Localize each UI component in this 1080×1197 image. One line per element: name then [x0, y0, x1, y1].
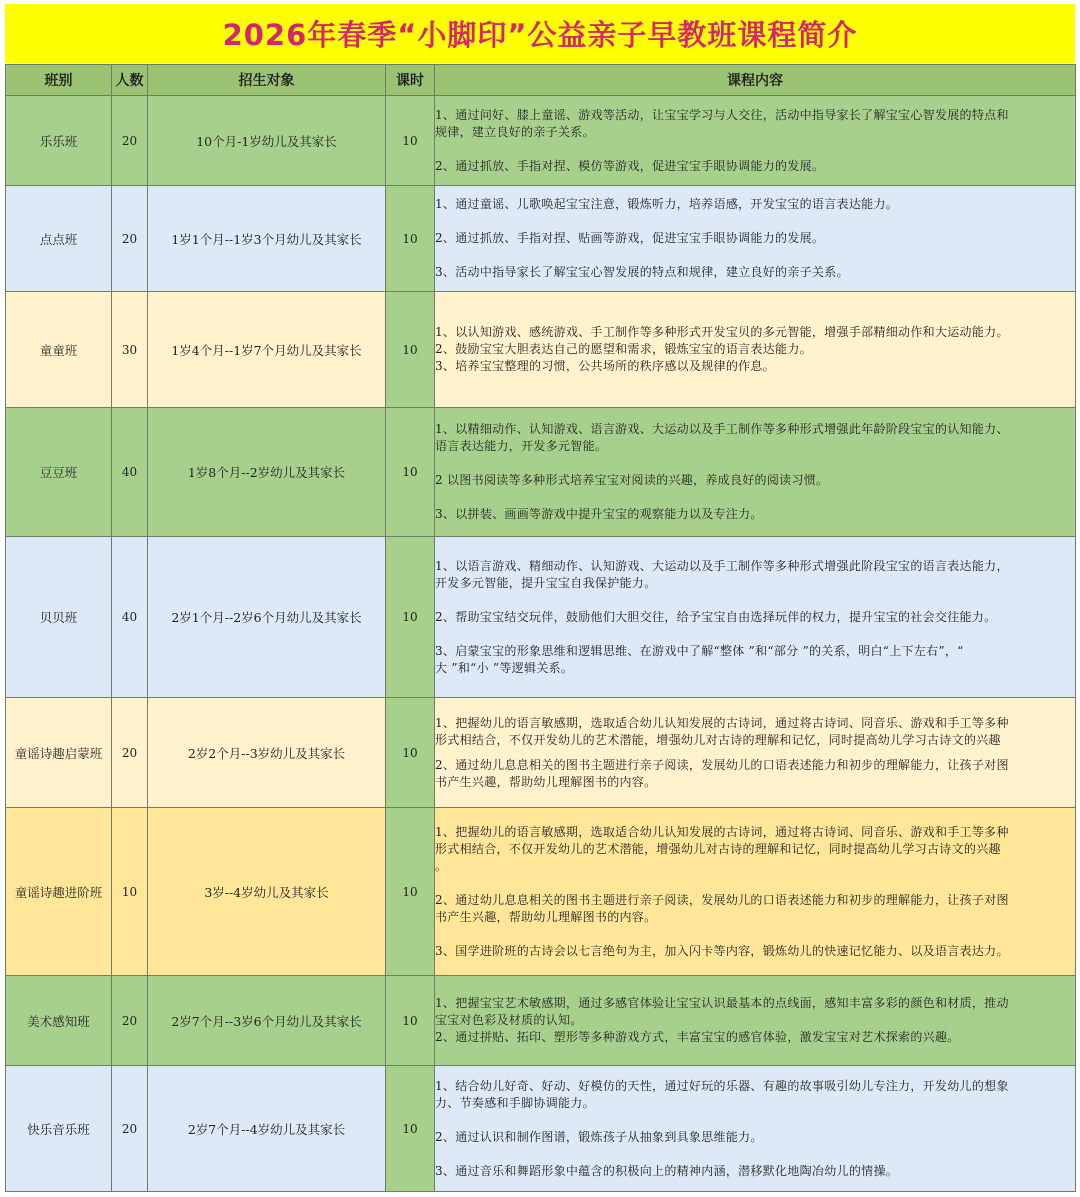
class-name-cell: 乐乐班 — [6, 96, 112, 186]
class-name-cell: 童谣诗趣进阶班 — [6, 808, 112, 976]
class-name-cell: 豆豆班 — [6, 408, 112, 537]
content-line: 2、通过抓放、手指对捏、贴画等游戏，促进宝宝手眼协调能力的发展。 — [435, 231, 825, 245]
content-line: 1、以精细动作、认知游戏、语言游戏、大运动以及手工制作等多种形式增强此年龄阶段宝宝的认知能力、 — [435, 422, 1009, 436]
content-cell — [435, 808, 1076, 976]
content-line: 2、通过幼儿息息相关的图书主题进行亲子阅读，发展幼儿的口语表述能力和初步的理解能力，让孩子对图 — [435, 892, 1009, 907]
table-row — [6, 537, 1076, 698]
class-name-cell: 童童班 — [6, 292, 112, 408]
content-line: 2、鼓励宝宝大胆表达自己的愿望和需求，锻炼宝宝的语言表达能力。 — [435, 342, 812, 356]
content-line: 2、通过幼儿息息相关的图书主题进行亲子阅读，发展幼儿的口语表述能力和初步的理解能力，让孩子对图 — [435, 757, 1009, 772]
class-name-cell: 美术感知班 — [6, 976, 112, 1066]
table-header-row — [6, 65, 1076, 96]
table-row — [6, 186, 1076, 292]
hours-cell: 10 — [386, 698, 435, 808]
content-line: 2、通过拼贴、拓印、塑形等多种游戏方式，丰富宝宝的感官体验，激发宝宝对艺术探索的兴趣。 — [435, 1030, 960, 1044]
count-cell: 20 — [112, 1066, 148, 1192]
target-cell: 1岁1个月--1岁3个月幼儿及其家长 — [148, 186, 386, 292]
target-cell: 1岁8个月--2岁幼儿及其家长 — [148, 408, 386, 537]
content-line: 1、结合幼儿好奇、好动、好模仿的天性，通过好玩的乐器、有趣的故事吸引幼儿专注力，开发幼儿的想象 — [435, 1078, 1009, 1093]
count-cell: 20 — [112, 976, 148, 1066]
content-line: 形式相结合，不仅开发幼儿的艺术潜能，增强幼儿对古诗的理解和记忆，同时提高幼儿学习古诗文的兴趣 — [435, 841, 1001, 856]
hours-cell: 10 — [386, 808, 435, 976]
content-cell — [435, 186, 1076, 292]
hours-cell: 10 — [386, 408, 435, 537]
content-line: 语言表达能力，开发多元智能。 — [435, 439, 608, 453]
content-line: 力、节奏感和手脚协调能力。 — [435, 1095, 595, 1110]
content-line: 2、通过抓放、手指对捏、模仿等游戏，促进宝宝手眼协调能力的发展。 — [435, 158, 825, 173]
content-line: 书产生兴趣，帮助幼儿理解图书的内容。 — [435, 909, 657, 924]
content-line: 1、把握幼儿的语言敏感期，选取适合幼儿认知发展的古诗词，通过将古诗词、同音乐、游戏和手工等多种 — [435, 715, 1009, 730]
content-line: 规律，建立良好的亲子关系。 — [435, 124, 595, 139]
hours-cell: 10 — [386, 186, 435, 292]
count-cell: 10 — [112, 808, 148, 976]
content-cell — [435, 292, 1076, 408]
target-cell: 1岁4个月--1岁7个月幼儿及其家长 — [148, 292, 386, 408]
target-cell: 10个月-1岁幼儿及其家长 — [148, 96, 386, 186]
table-row — [6, 976, 1076, 1066]
content-line: 3、启蒙宝宝的形象思维和逻辑思维、在游戏中了解“整体 ”和“部分 ”的关系，明白“上下左右”，“ — [435, 643, 964, 658]
count-cell: 20 — [112, 698, 148, 808]
header-hours: 课时 — [386, 65, 435, 96]
content-cell — [435, 976, 1076, 1066]
hours-cell: 10 — [386, 976, 435, 1066]
content-cell — [435, 96, 1076, 186]
hours-cell: 10 — [386, 96, 435, 186]
content-line: 宝宝对色彩及材质的认知。 — [435, 1013, 583, 1027]
content-line: 1、通过问好、膝上童谣、游戏等活动，让宝宝学习与人交往，活动中指导家长了解宝宝心智发展的特点和 — [435, 107, 1009, 122]
table-row — [6, 408, 1076, 537]
content-cell — [435, 408, 1076, 537]
table-row — [6, 96, 1076, 186]
table-row — [6, 292, 1076, 408]
header-content: 课程内容 — [435, 65, 1076, 96]
content-cell — [435, 1066, 1076, 1192]
table-row — [6, 1066, 1076, 1192]
content-line: 2 以图书阅读等多种形式培养宝宝对阅读的兴趣，养成良好的阅读习惯。 — [435, 473, 829, 487]
content-line: 1、以认知游戏、感统游戏、手工制作等多种形式开发宝贝的多元智能，增强手部精细动作和大运动能力。 — [435, 325, 1009, 339]
target-cell: 2岁7个月--3岁6个月幼儿及其家长 — [148, 976, 386, 1066]
header-count: 人数 — [112, 65, 148, 96]
content-line: 3、活动中指导家长了解宝宝心智发展的特点和规律，建立良好的亲子关系。 — [435, 265, 849, 279]
target-cell: 3岁--4岁幼儿及其家长 — [148, 808, 386, 976]
hours-cell: 10 — [386, 292, 435, 408]
class-name-cell: 贝贝班 — [6, 537, 112, 698]
content-line: 1、把握幼儿的语言敏感期，选取适合幼儿认知发展的古诗词，通过将古诗词、同音乐、游戏和手工等多种 — [435, 824, 1009, 839]
count-cell: 30 — [112, 292, 148, 408]
table-row — [6, 698, 1076, 808]
content-line: 1、通过童谣、儿歌唤起宝宝注意，锻炼听力，培养语感，开发宝宝的语言表达能力。 — [435, 197, 899, 211]
header-target: 招生对象 — [148, 65, 386, 96]
count-cell: 20 — [112, 96, 148, 186]
title-banner — [5, 4, 1075, 63]
content-line: 2、帮助宝宝结交玩伴，鼓励他们大胆交往，给予宝宝自由选择玩伴的权力，提升宝宝的社会交往能力。 — [435, 609, 997, 624]
content-line: 3、以拼装、画画等游戏中提升宝宝的观察能力以及专注力。 — [435, 507, 763, 521]
content-line: 2、通过认识和制作图谱，锻炼孩子从抽象到具象思维能力。 — [435, 1129, 763, 1144]
target-cell: 2岁2个月--3岁幼儿及其家长 — [148, 698, 386, 808]
page-title: 2026年春季“小脚印”公益亲子早教班课程简介 — [222, 18, 858, 52]
count-cell: 40 — [112, 537, 148, 698]
content-line: 。 — [435, 858, 448, 873]
hours-cell: 10 — [386, 1066, 435, 1192]
target-cell: 2岁7个月--4岁幼儿及其家长 — [148, 1066, 386, 1192]
content-cell — [435, 698, 1076, 808]
content-cell — [435, 537, 1076, 698]
table-row — [6, 808, 1076, 976]
class-name-cell: 快乐音乐班 — [6, 1066, 112, 1192]
content-line: 书产生兴趣，帮助幼儿理解图书的内容。 — [435, 774, 657, 789]
count-cell: 20 — [112, 186, 148, 292]
content-line: 3、通过音乐和舞蹈形象中蕴含的积极向上的精神内涵，潜移默化地陶冶幼儿的情操。 — [435, 1163, 899, 1178]
content-line: 开发多元智能，提升宝宝自我保护能力。 — [435, 575, 657, 590]
header-class: 班别 — [6, 65, 112, 96]
count-cell: 40 — [112, 408, 148, 537]
class-name-cell: 点点班 — [6, 186, 112, 292]
content-line: 1、以语言游戏、精细动作、认知游戏、大运动以及手工制作等多种形式增强此阶段宝宝的语言表达能力， — [435, 558, 1009, 573]
hours-cell: 10 — [386, 537, 435, 698]
target-cell: 2岁1个月--2岁6个月幼儿及其家长 — [148, 537, 386, 698]
course-table — [5, 64, 1076, 1192]
content-line: 1、把握宝宝艺术敏感期，通过多感官体验让宝宝认识最基本的点线面，感知丰富多彩的颜色和材质，推动 — [435, 996, 1009, 1010]
content-line: 3、国学进阶班的古诗会以七言绝句为主，加入闪卡等内容，锻炼幼儿的快速记忆能力、以及语言表达力。 — [435, 943, 1009, 958]
class-name-cell: 童谣诗趣启蒙班 — [6, 698, 112, 808]
content-line: 形式相结合，不仅开发幼儿的艺术潜能，增强幼儿对古诗的理解和记忆，同时提高幼儿学习古诗文的兴趣 — [435, 732, 1001, 747]
content-line: 3、培养宝宝整理的习惯，公共场所的秩序感以及规律的作息。 — [435, 359, 776, 373]
content-line: 大 ”和“小 ”等逻辑关系。 — [435, 660, 574, 675]
